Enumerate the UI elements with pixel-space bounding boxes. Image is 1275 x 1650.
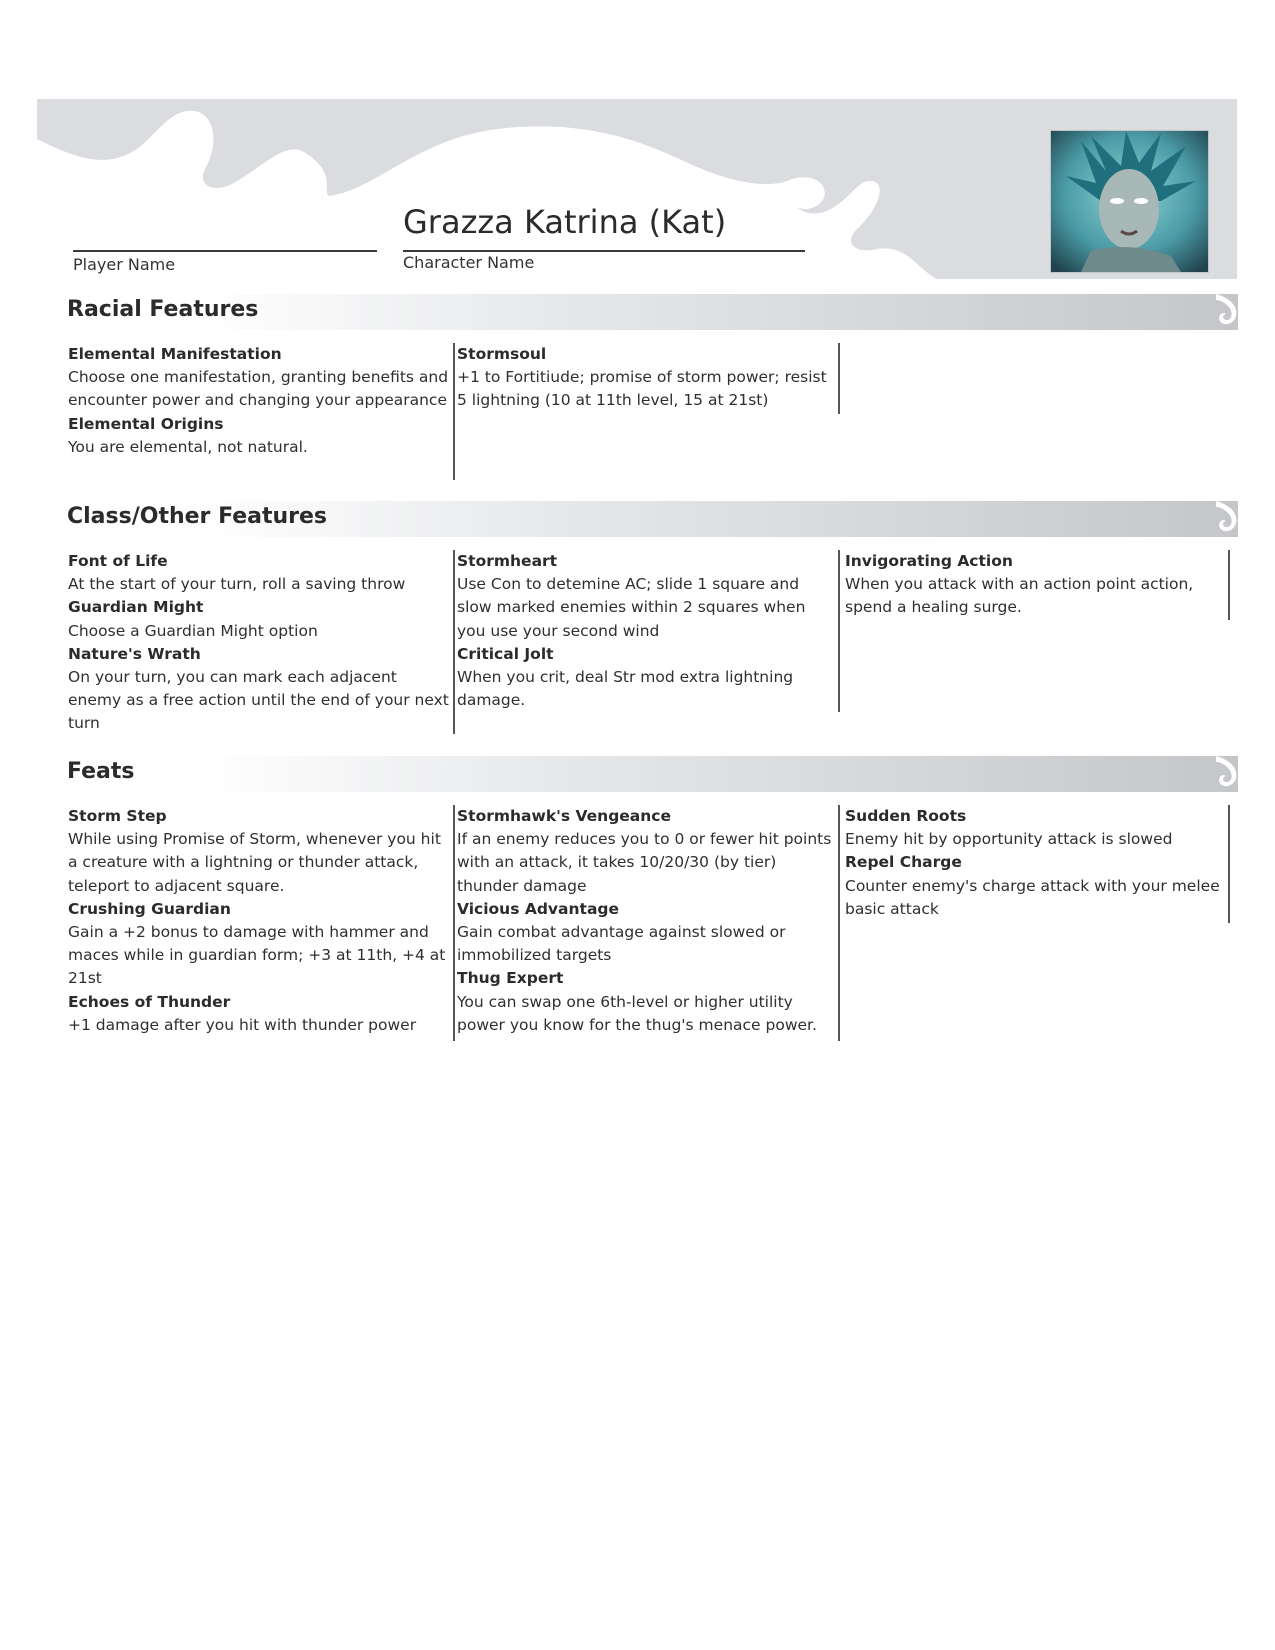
corner-curl-icon xyxy=(1212,756,1240,792)
feature-name: Stormsoul xyxy=(457,345,547,363)
character-name-label: Character Name xyxy=(403,253,535,272)
class-features-title: Class/Other Features xyxy=(67,504,328,529)
feats-header xyxy=(58,756,1238,792)
character-portrait xyxy=(1050,130,1209,273)
character-name-value[interactable]: Grazza Katrina (Kat) xyxy=(403,203,727,241)
feature-name: Font of Life xyxy=(68,552,168,570)
racial-features-title: Racial Features xyxy=(67,297,259,322)
feature-desc: You are elemental, not natural. xyxy=(68,437,308,456)
feat-desc: While using Promise of Storm, whenever you hit a creature with a lightning or thunder attack, teleport to adjacent square. xyxy=(68,830,441,895)
feat-name: Crushing Guardian xyxy=(68,899,231,918)
feature-desc: Use Con to detemine AC; slide 1 square and slow marked enemies within 2 squares when you use your second wind xyxy=(457,575,806,640)
feature-name: Elemental Manifestation xyxy=(68,345,282,363)
feat-name: Echoes of Thunder xyxy=(68,992,231,1011)
feats-col2 xyxy=(457,805,840,1041)
feature-name: Guardian Might xyxy=(68,598,204,617)
class-features-col3 xyxy=(845,550,1230,620)
feats-col3 xyxy=(845,805,1230,923)
feature-desc: At the start of your turn, roll a saving throw xyxy=(68,575,406,594)
feat-desc: Gain combat advantage against slowed or immobilized targets xyxy=(457,923,786,965)
character-name-underline xyxy=(403,250,805,252)
feature-desc: +1 to Fortitiude; promise of storm power; resist 5 lightning (10 at 11th level, 15 at 21st) xyxy=(457,368,827,410)
player-name-label: Player Name xyxy=(73,255,176,274)
feat-name: Storm Step xyxy=(68,807,167,825)
class-features-header xyxy=(58,501,1238,537)
feat-desc: Counter enemy's charge attack with your melee basic attack xyxy=(845,876,1220,918)
player-name-underline xyxy=(73,250,377,252)
racial-features-header xyxy=(58,294,1238,330)
feat-name: Stormhawk's Vengeance xyxy=(457,807,672,825)
feat-desc: You can swap one 6th-level or higher utility power you know for the thug's menace power. xyxy=(457,992,817,1034)
feature-desc: When you crit, deal Str mod extra lightning damage. xyxy=(457,668,794,710)
feat-name: Thug Expert xyxy=(457,969,564,988)
racial-features-col2 xyxy=(457,343,840,414)
portrait-icon xyxy=(1051,131,1208,272)
feature-name: Critical Jolt xyxy=(457,644,554,663)
feature-name: Nature's Wrath xyxy=(68,644,201,663)
feats-col1 xyxy=(68,805,451,1037)
character-sheet-header xyxy=(37,99,1237,279)
feature-name: Elemental Origins xyxy=(68,414,224,433)
feature-desc: When you attack with an action point action, spend a healing surge. xyxy=(845,575,1194,617)
corner-curl-icon xyxy=(1212,501,1240,537)
feature-name: Stormheart xyxy=(457,552,558,570)
feat-desc: +1 damage after you hit with thunder power xyxy=(68,1015,417,1034)
feat-name: Repel Charge xyxy=(845,853,962,872)
feature-desc: On your turn, you can mark each adjacent enemy as a free action until the end of your next turn xyxy=(68,668,449,733)
feat-desc: If an enemy reduces you to 0 or fewer hit points with an attack, it takes 10/20/30 (by tier) thunder damage xyxy=(457,830,832,895)
feat-name: Vicious Advantage xyxy=(457,899,620,918)
feat-name: Sudden Roots xyxy=(845,807,967,825)
feature-desc: Choose one manifestation, granting benefits and encounter power and changing your appearance xyxy=(68,368,449,410)
feat-desc: Enemy hit by opportunity attack is slowed xyxy=(845,830,1173,849)
feats-title: Feats xyxy=(67,759,135,784)
racial-features-col1 xyxy=(68,343,450,459)
corner-curl-icon xyxy=(1212,294,1240,330)
class-features-col1 xyxy=(68,550,450,736)
feat-desc: Gain a +2 bonus to damage with hammer and maces while in guardian form; +3 at 11th, +4 at 21st xyxy=(68,923,446,988)
feature-desc: Choose a Guardian Might option xyxy=(68,621,318,640)
class-features-col2 xyxy=(457,550,840,712)
feature-name: Invigorating Action xyxy=(845,552,1013,570)
